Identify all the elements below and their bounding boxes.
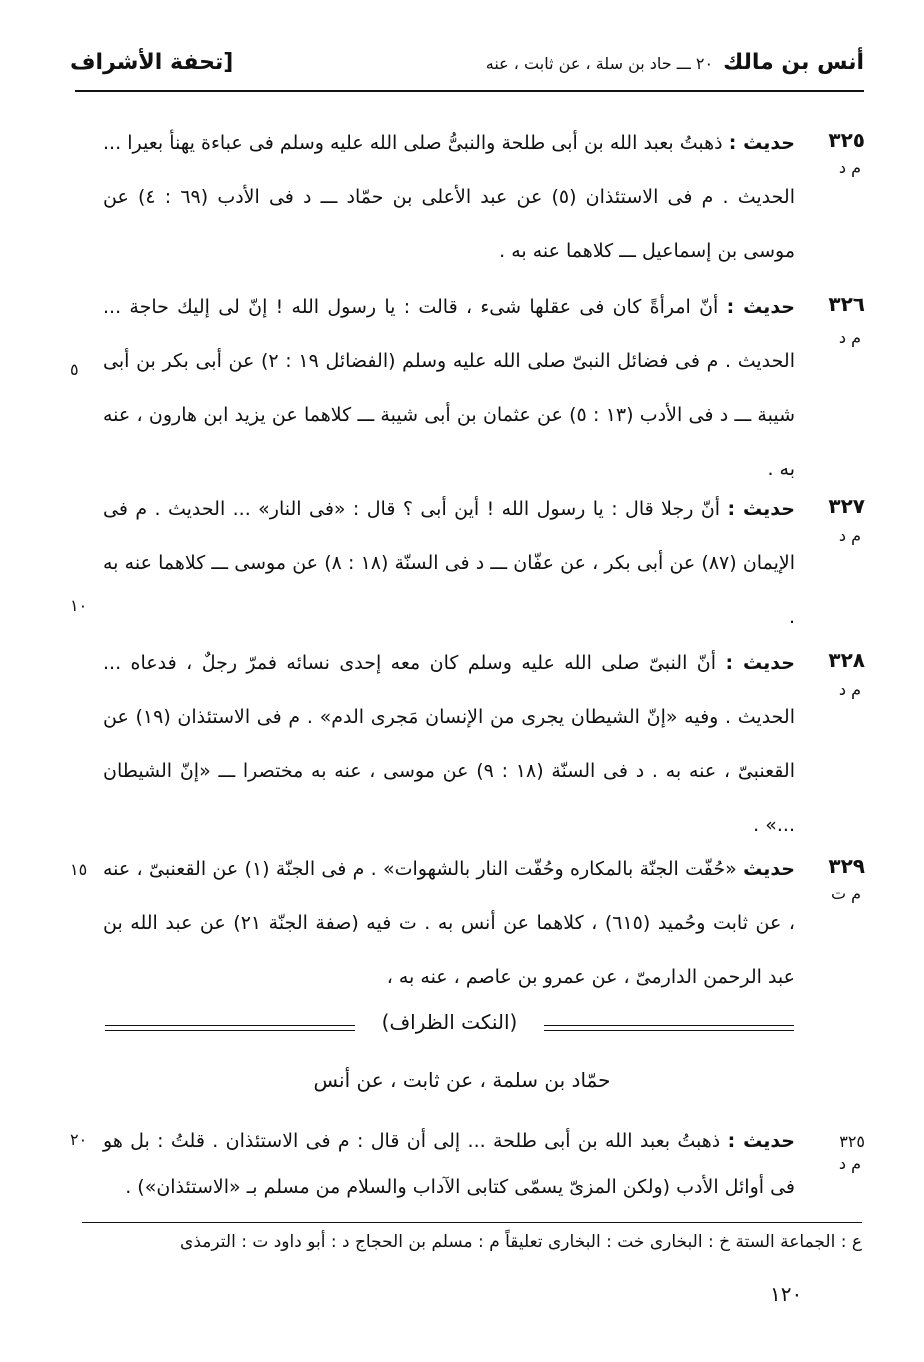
entry-codes: م د (838, 680, 861, 699)
running-header (70, 40, 864, 84)
abbreviation-legend: ع : الجماعة الستة خ : البخارى خت : البخارى تعليقاً م : مسلم بن الحجاج د : أبو داود ت : الترمذى (180, 1232, 862, 1252)
header-book-title: [تحفة الأشراف (70, 49, 234, 75)
entry-text (103, 1118, 795, 1210)
entry-text (103, 280, 795, 496)
entry-body: أنّ النبىّ صلى الله عليه وسلم كان معه إحدى نسائه فمرّ رجلٌ ، فدعاه ... الحديث . وفيه «إنّ الشيطان يجرى من الإنسان مَجرى الدم» . م فى الاستئذان (١٩) عن القعنبىّ ، عنه به . د فى السنّة (١٨ : ٩) عن موسى ، عنه به مختصرا ـــ «إنّ الشيطان ...» . (103, 652, 795, 836)
margin-line-number: ٢٠ (70, 1130, 88, 1149)
entry-codes: م د (838, 1154, 861, 1173)
margin-line-number: ٥ (70, 360, 79, 379)
nukat-entry (75, 1124, 865, 1214)
section-label: (النكت الظراف) (381, 1010, 518, 1034)
entry-text (103, 636, 795, 852)
header-subtitle: ٢٠ ـــ حاد بن سلة ، عن ثابت ، عنه (485, 53, 714, 73)
section-divider (105, 1010, 794, 1038)
header-author: أنس بن مالك (723, 49, 864, 75)
entry-codes: م د (838, 158, 861, 177)
entry-codes: م ت (830, 884, 861, 903)
entry-keyword: حديث (743, 858, 795, 880)
entry-number: ٣٢٥ (828, 128, 865, 152)
hadith-entry (75, 854, 865, 994)
entry-number: ٣٢٧ (828, 494, 865, 518)
entry-text (103, 116, 795, 278)
entry-text (103, 482, 795, 644)
entry-body: ذهبتُ بعبد الله بن أبى طلحة والنبىُّ صلى الله عليه وسلم فى عباءة يهنأ بعيرا ... الحديث . م فى الاستئذان (٥) عن عبد الأعلى بن حمّاد ـــ د فى الأدب (٦٩ : ٤) عن موسى بن إسماعيل ـــ كلاهما عنه به . (103, 132, 795, 262)
header-rule (75, 90, 864, 92)
entry-codes: م د (838, 328, 861, 347)
hadith-entry (75, 648, 865, 838)
entry-number: ٣٢٦ (828, 292, 865, 316)
entry-keyword: حديث : (727, 1130, 795, 1152)
entry-codes: م د (838, 526, 861, 545)
hadith-entry (75, 292, 865, 480)
footer-rule (82, 1222, 862, 1223)
margin-line-number: ١٥ (70, 860, 88, 879)
entry-keyword: حديث : (727, 498, 795, 520)
entry-body: «حُفّت الجنّة بالمكاره وحُفّت النار بالشهوات» . م فى الجنّة (١) عن القعنبىّ ، عنه ، عن ثابت وحُميد (٦١٥) ، كلاهما عن أنس به . ت فيه (صفة الجنّة ٢١) عن عبد الله بن عبد الرحمن الدارمىّ ، عن عمرو بن عاصم ، عنه به ، (103, 858, 795, 988)
entry-keyword: حديث : (726, 296, 795, 318)
page-number: ١٢٠ (770, 1282, 803, 1306)
entry-body: أنّ امرأةً كان فى عقلها شىء ، قالت : يا رسول الله ! إنّ لى إليك حاجة ... الحديث . م فى فضائل النبىّ صلى الله عليه وسلم (الفضائل ١٩ : ٢) عن أبى بكر بن أبى شيبة ـــ د فى الأدب (١٣ : ٥) عن عثمان بن أبى شيبة ـــ كلاهما عن يزيد ابن هارون ، عنه به . (103, 296, 795, 480)
entry-body: ذهبتُ بعبد الله بن أبى طلحة ... إلى أن قال : م فى الاستئذان . قلتُ : بل هو فى أوائل الأدب (ولكن المزىّ يسمّى كتابى الآداب والسلام من مسلم بـ «الاستئذان») . (103, 1130, 795, 1198)
entry-keyword: حديث : (728, 132, 795, 154)
entry-number: ٣٢٨ (828, 648, 865, 672)
margin-line-number: ١٠ (70, 596, 88, 615)
entry-keyword: حديث : (725, 652, 795, 674)
entry-number: ٣٢٥ (839, 1132, 865, 1151)
section-subtitle: حمّاد بن سلمة ، عن ثابت ، عن أنس (313, 1068, 611, 1092)
entry-body: أنّ رجلا قال : يا رسول الله ! أين أبى ؟ قال : «فى النار» ... الحديث . م فى الإيمان (٨٧) عن أبى بكر ، عن عفّان ـــ د فى السنّة (١٨ : ٨) عن موسى ـــ كلاهما عنه به . (103, 498, 795, 628)
hadith-entry (75, 494, 865, 628)
entry-text (103, 842, 795, 1004)
entry-number: ٣٢٩ (828, 854, 865, 878)
hadith-entry (75, 128, 865, 278)
